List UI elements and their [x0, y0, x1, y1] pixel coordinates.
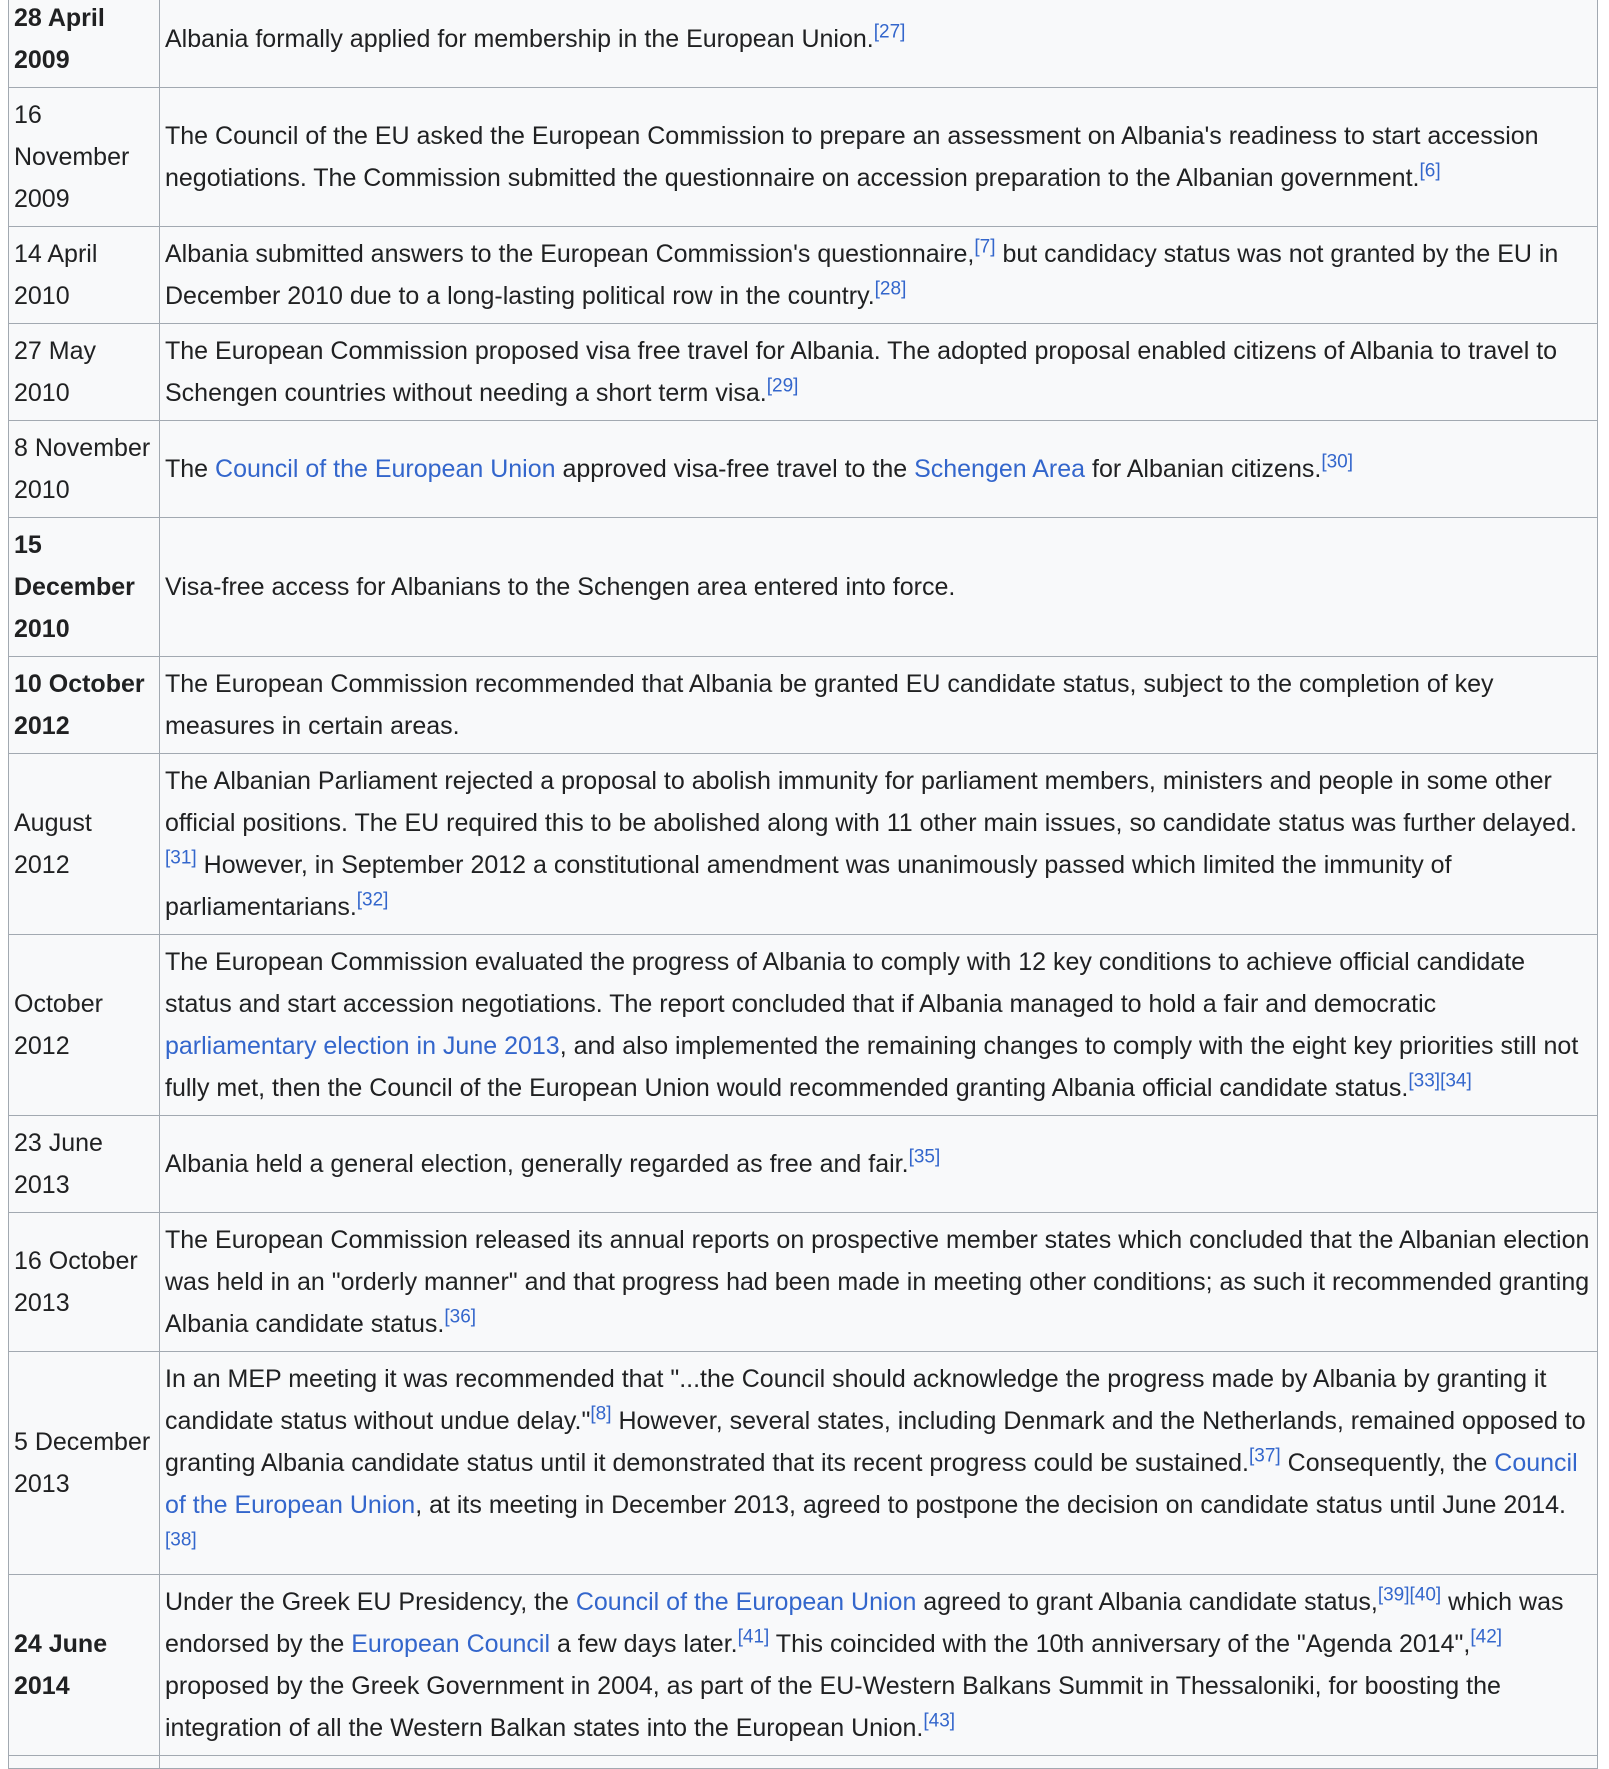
timeline-table-body [9, 0, 1598, 1769]
description-text: Visa-free access for Albanians to the Schengen area entered into force. [165, 573, 956, 601]
event-date: 10 October 2012 [9, 657, 160, 754]
citation-ref [1470, 1627, 1502, 1648]
description-text: Albania formally applied for membership in the European Union. [165, 25, 874, 53]
wiki-link[interactable]: Council of the European Union [575, 1588, 917, 1616]
description-text: The Council of the EU asked the European Commission to prepare an assessment on Albania's readiness to start accession negotiations. The Commission submitted the questionnaire on accession preparation to the Albanian government. [165, 122, 1539, 192]
citation-ref [738, 1627, 770, 1648]
event-date: 14 April 2010 [9, 227, 160, 324]
citation-link[interactable]: [29] [766, 375, 799, 397]
description-text: The European Commission proposed visa free travel for Albania. The adopted proposal enabled citizens of Albania to travel to Schengen countries without needing a short term visa. [165, 337, 1558, 407]
description-text: The Albanian Parliament rejected a proposal to abolish immunity for parliament members, ministers and people in some other official positions. The EU required this to be abolished along with 11 other main issues, so candidate status was further delayed. [165, 767, 1577, 837]
citation-ref [767, 376, 799, 397]
citation-ref [1419, 161, 1440, 182]
event-date: 5 December 2013 [9, 1352, 160, 1575]
citation-ref [909, 1147, 941, 1168]
description-text: for Albanian citizens. [1085, 455, 1322, 483]
event-date: 27 May 2010 [9, 324, 160, 421]
description-text: The European Commission recommended that Albania be granted EU candidate status, subject to the completion of key measures in certain areas. [165, 670, 1494, 740]
event-description [160, 1213, 1598, 1352]
table-row [9, 324, 1598, 421]
citation-link[interactable]: [28] [874, 278, 907, 300]
citation-link[interactable]: [32] [356, 889, 389, 911]
wiki-link[interactable]: Schengen Area [914, 455, 1086, 483]
event-description [160, 657, 1598, 754]
description-text: Consequently, the [1280, 1449, 1495, 1477]
event-description [160, 1116, 1598, 1213]
event-date: 8 November 2010 [9, 421, 160, 518]
description-text: In an MEP meeting it was recommended that "...the Council should acknowledge the progress made by Albania by granting it candidate status without undue delay." [165, 1365, 1547, 1435]
citation-link[interactable]: [38] [165, 1529, 197, 1551]
citation-ref [1321, 452, 1353, 473]
table-row [9, 0, 1598, 88]
event-date [9, 1756, 160, 1769]
timeline-table [8, 0, 1598, 1769]
wiki-link[interactable]: parliamentary election in June 2013 [165, 1032, 560, 1060]
table-row [9, 227, 1598, 324]
event-date: 16 October 2013 [9, 1213, 160, 1352]
description-text: which was endorsed by the [165, 1588, 1564, 1658]
description-text: However, in September 2012 a constitutional amendment was unanimously passed which limited the immunity of parliamentarians. [165, 851, 1452, 921]
citation-link[interactable]: [40] [1409, 1584, 1442, 1606]
event-description [160, 1575, 1598, 1756]
description-text: However, several states, including Denmark and the Netherlands, remained opposed to granting Albania candidate status until it demonstrated that its recent progress could be sustained. [165, 1407, 1586, 1477]
table-row [9, 1575, 1598, 1756]
wiki-link[interactable]: Council of the European Union [165, 1449, 1578, 1519]
table-row [9, 935, 1598, 1116]
citation-ref [1378, 1585, 1410, 1606]
description-text: The European Commission evaluated the progress of Albania to comply with 12 key conditions to achieve official candidate status and start accession negotiations. The report concluded that if Albania managed to hold a fair and democratic [165, 948, 1526, 1018]
citation-link[interactable]: [6] [1419, 160, 1441, 182]
description-text: approved visa-free travel to the [555, 455, 915, 483]
citation-ref [1440, 1071, 1472, 1092]
event-description [160, 518, 1598, 657]
event-date: 23 June 2013 [9, 1116, 160, 1213]
citation-link[interactable]: [41] [737, 1626, 770, 1648]
event-date: 28 April 2009 [9, 0, 160, 88]
description-text: agreed to grant Albania candidate status, [916, 1588, 1378, 1616]
event-description [160, 1756, 1598, 1769]
table-row [9, 657, 1598, 754]
description-text: This coincided with the 10th anniversary of the "Agenda 2014", [769, 1630, 1471, 1658]
event-description [160, 1352, 1598, 1575]
table-row [9, 1352, 1598, 1575]
table-row [9, 754, 1598, 935]
wiki-link[interactable]: Council of the European Union [215, 455, 556, 483]
event-date: 16 November 2009 [9, 88, 160, 227]
event-description [160, 935, 1598, 1116]
citation-link[interactable]: [42] [1470, 1626, 1503, 1648]
citation-link[interactable]: [33] [1408, 1070, 1441, 1092]
description-text: Albania submitted answers to the European Commission's questionnaire, [165, 240, 975, 268]
citation-ref [875, 279, 907, 300]
citation-link[interactable]: [35] [908, 1146, 941, 1168]
description-text: Under the Greek EU Presidency, the [165, 1588, 576, 1616]
citation-link[interactable]: [43] [923, 1710, 956, 1732]
description-text: The European Commission released its annual reports on prospective member states which concluded that the Albanian election was held in an "orderly manner" and that progress had been made in meeting other conditions; as such it recommended granting Albania candidate status. [165, 1226, 1590, 1338]
description-text: , at its meeting in December 2013, agreed to postpone the decision on candidate status until June 2014. [415, 1491, 1566, 1519]
citation-ref [1408, 1071, 1440, 1092]
citation-ref [165, 1530, 197, 1551]
description-text: Albania held a general election, generally regarded as free and fair. [165, 1150, 909, 1178]
event-date: 15 December 2010 [9, 518, 160, 657]
event-date: October 2012 [9, 935, 160, 1116]
citation-link[interactable]: [36] [444, 1306, 477, 1328]
event-description [160, 227, 1598, 324]
citation-link[interactable]: [7] [974, 236, 996, 258]
citation-ref [590, 1404, 611, 1425]
table-row [9, 1116, 1598, 1213]
citation-ref [165, 848, 197, 869]
citation-ref [444, 1307, 476, 1328]
event-description [160, 0, 1598, 88]
citation-ref [923, 1711, 955, 1732]
citation-link[interactable]: [30] [1321, 451, 1354, 473]
timeline-table-wrapper [8, 0, 1598, 1769]
event-date: August 2012 [9, 754, 160, 935]
description-text: but candidacy status was not granted by the EU in December 2010 due to a long-lasting political row in the country. [165, 240, 1559, 310]
citation-link[interactable]: [34] [1440, 1070, 1472, 1092]
event-description [160, 88, 1598, 227]
description-text: proposed by the Greek Government in 2004, as part of the EU-Western Balkans Summit in Thessaloniki, for boosting the integration of all the Western Balkan states into the European Union. [165, 1672, 1501, 1742]
event-date: 24 June 2014 [9, 1575, 160, 1756]
table-row [9, 421, 1598, 518]
table-row [9, 88, 1598, 227]
citation-link[interactable]: [39] [1377, 1584, 1410, 1606]
event-description [160, 324, 1598, 421]
description-text: a few days later. [550, 1630, 738, 1658]
citation-link[interactable]: [37] [1249, 1445, 1281, 1467]
citation-ref [874, 22, 906, 43]
citation-ref [974, 237, 995, 258]
citation-ref [1249, 1446, 1281, 1467]
citation-ref [1410, 1585, 1442, 1606]
citation-link[interactable]: [31] [165, 847, 197, 869]
event-description [160, 754, 1598, 935]
table-row [9, 518, 1598, 657]
description-text: , and also implemented the remaining changes to comply with the eight key priorities still not fully met, then the Council of the European Union would recommended granting Albania official candidate status. [165, 1032, 1579, 1102]
citation-link[interactable]: [27] [873, 21, 906, 43]
event-description [160, 421, 1598, 518]
description-text: The [165, 455, 216, 483]
table-row [9, 1213, 1598, 1352]
citation-ref [357, 890, 389, 911]
citation-link[interactable]: [8] [590, 1403, 612, 1425]
table-row [9, 1756, 1598, 1769]
wiki-link[interactable]: European Council [351, 1630, 550, 1658]
